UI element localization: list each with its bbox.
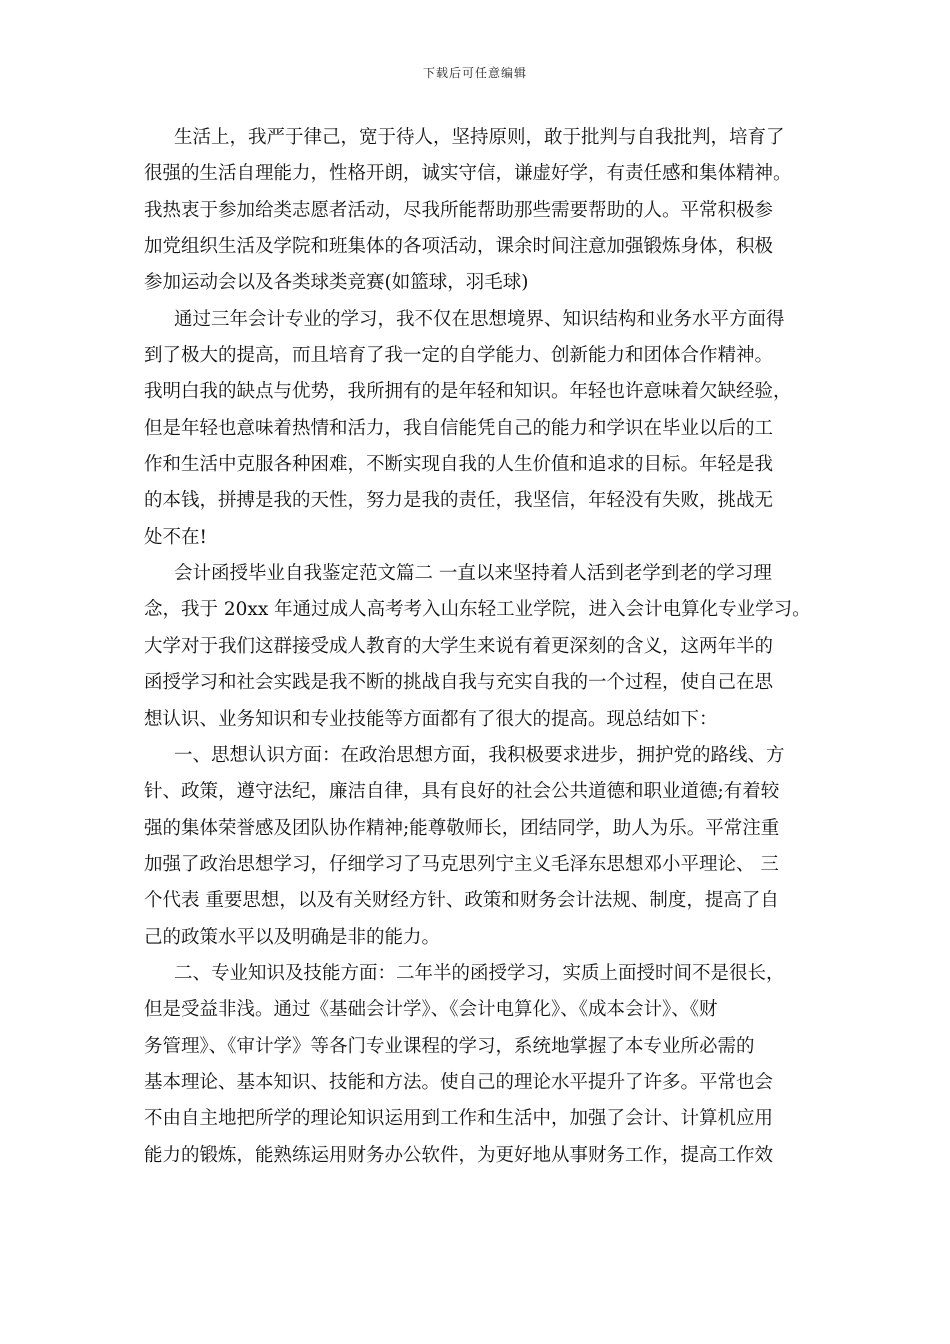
text-line: 一、思想认识方面：在政治思想方面，我积极要求进步，拥护党的路线、方 xyxy=(174,744,785,766)
text-line: 通过三年会计专业的学习，我不仅在思想境界、知识结构和业务水平方面得 xyxy=(174,308,785,330)
text-line: 个代表 重要思想，以及有关财经方针、政策和财务会计法规、制度，提高了自 xyxy=(144,890,779,912)
text-line: 函授学习和社会实践是我不断的挑战自我与充实自我的一个过程，使自己在思 xyxy=(144,672,774,694)
text-line: 念，我于 20xx 年通过成人高考考入山东轻工业学院，进入会计电算化专业学习。 xyxy=(144,599,811,621)
text-line: 我明白我的缺点与优势，我所拥有的是年轻和知识。年轻也许意味着欠缺经验， xyxy=(144,381,792,403)
text-line: 到了极大的提高，而且培育了我一定的自学能力、创新能力和团体合作精神。 xyxy=(144,345,774,367)
text-line: 务管理》、《审计学》等各门专业课程的学习，系统地掌握了本专业所必需的 xyxy=(144,1035,755,1057)
text-line: 加强了政治思想学习，仔细学习了马克思列宁主义毛泽东思想邓小平理论、 三 xyxy=(144,853,779,875)
document-body xyxy=(144,120,811,1174)
text-line: 想认识、业务知识和专业技能等方面都有了很大的提高。现总结如下： xyxy=(144,708,718,730)
text-line: 针、政策，遵守法纪，廉洁自律，具有良好的社会公共道德和职业道德;有着较 xyxy=(144,781,780,803)
text-line: 大学对于我们这群接受成人教育的大学生来说有着更深刻的含义，这两年半的 xyxy=(144,635,774,657)
text-line: 很强的生活自理能力，性格开朗，诚实守信，谦虚好学，有责任感和集体精神。 xyxy=(144,163,792,185)
text-line: 参加运动会以及各类球类竞赛(如篮球，羽毛球) xyxy=(144,272,529,294)
text-line: 我热衷于参加给类志愿者活动，尽我所能帮助那些需要帮助的人。平常积极参 xyxy=(144,199,774,221)
text-line: 二、专业知识及技能方面：二年半的函授学习，实质上面授时间不是很长， xyxy=(174,962,785,984)
text-line: 加党组织生活及学院和班集体的各项活动，课余时间注意加强锻炼身体，积极 xyxy=(144,236,774,258)
text-line: 己的政策水平以及明确是非的能力。 xyxy=(144,926,441,948)
text-line: 处不在! xyxy=(144,526,207,548)
header-note: 下载后可任意编辑 xyxy=(422,66,527,80)
text-line: 会计函授毕业自我鉴定范文篇二 一直以来坚持着人活到老学到老的学习理 xyxy=(174,563,772,585)
text-line: 强的集体荣誉感及团队协作精神;能尊敬师长，团结同学，助人为乐。平常注重 xyxy=(144,817,780,839)
text-line: 能力的锻炼，能熟练运用财务办公软件，为更好地从事财务工作，提高工作效 xyxy=(144,1144,774,1166)
text-line: 生活上，我严于律己，宽于待人，坚持原则，敢于批判与自我批判，培育了 xyxy=(174,127,785,148)
text-line: 但是受益非浅。通过《基础会计学》、《会计电算化》、《成本会计》、《财 xyxy=(144,999,718,1021)
text-line: 的本钱，拼搏是我的天性，努力是我的责任，我坚信，年轻没有失败，挑战无 xyxy=(144,490,774,512)
text-line: 基本理论、基本知识、技能和方法。使自己的理论水平提升了许多。平常也会 xyxy=(144,1071,774,1093)
text-line: 作和生活中克服各种困难，不断实现自我的人生价值和追求的目标。年轻是我 xyxy=(144,454,774,476)
text-line: 但是年轻也意味着热情和活力，我自信能凭自己的能力和学识在毕业以后的工 xyxy=(144,417,774,439)
text-line: 不由自主地把所学的理论知识运用到工作和生活中，加强了会计、计算机应用 xyxy=(144,1108,774,1130)
